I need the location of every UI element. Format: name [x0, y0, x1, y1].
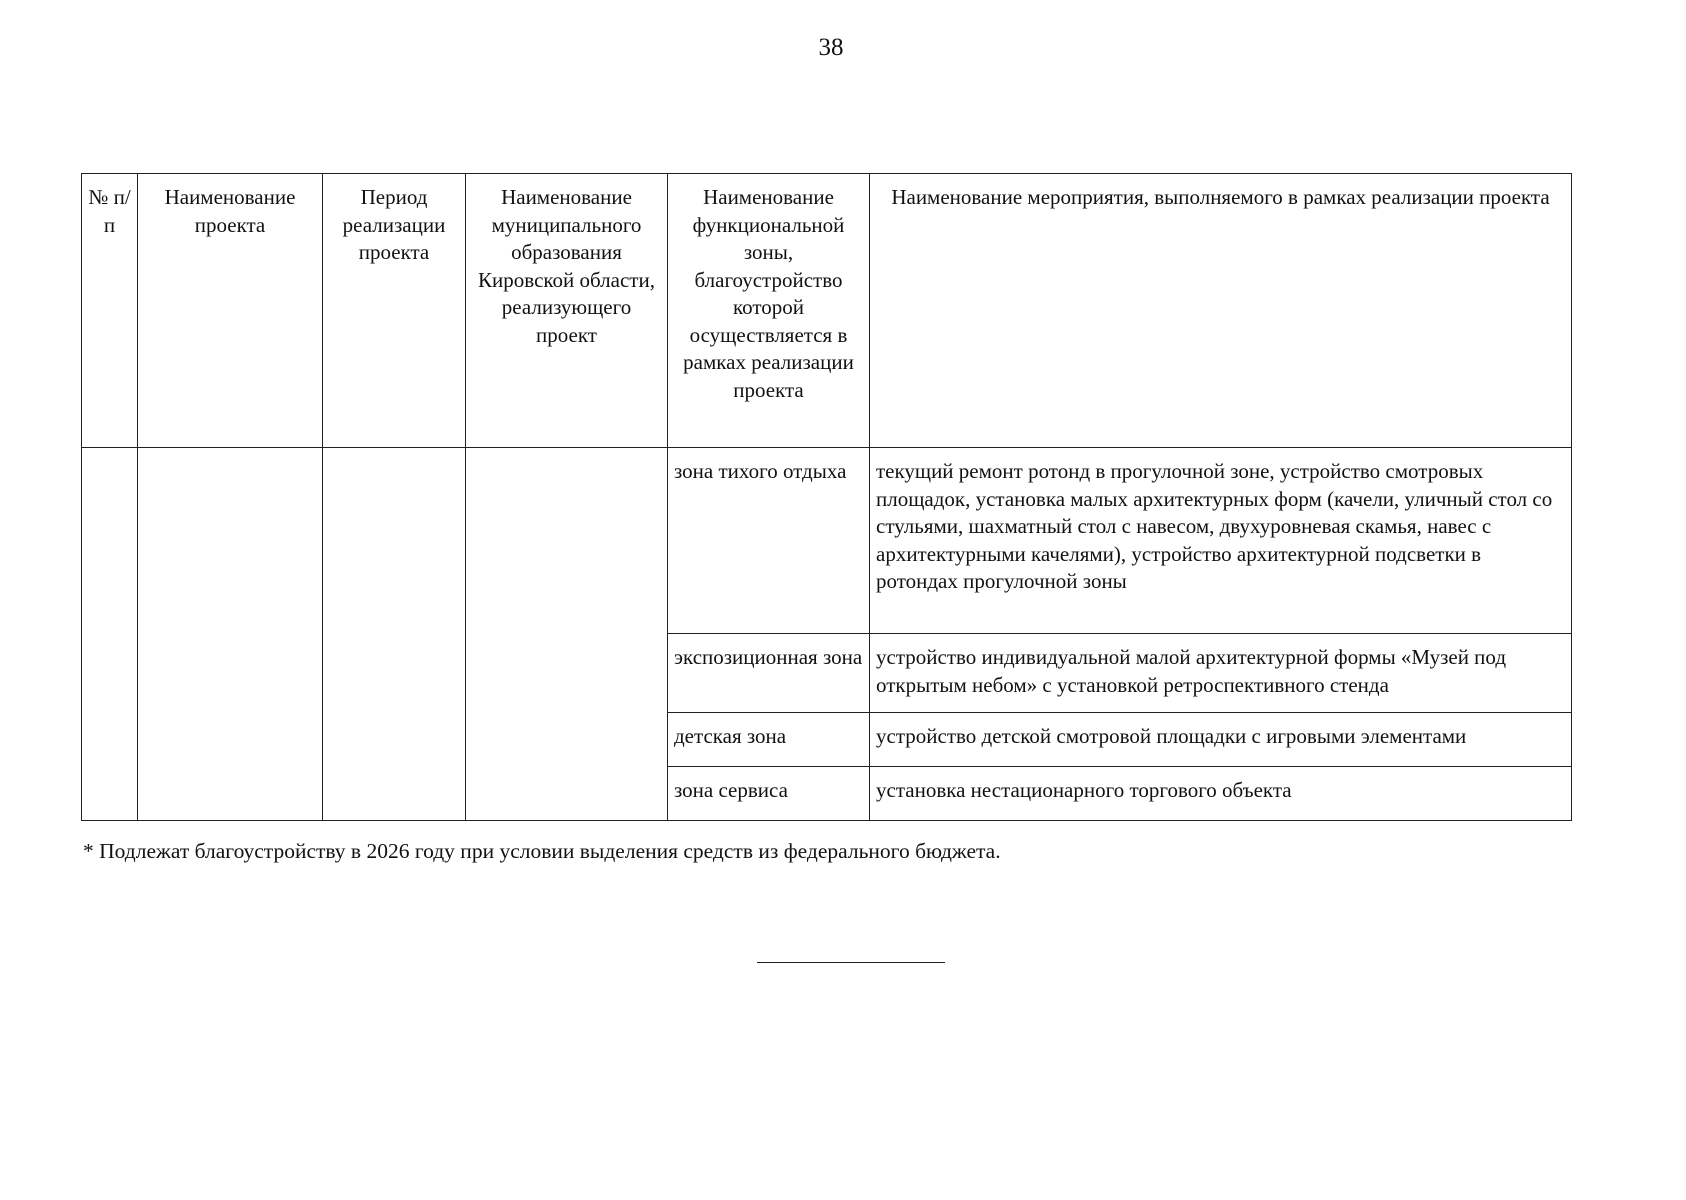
cell-activity: устройство детской смотровой площадки с игровыми элементами: [870, 713, 1572, 767]
end-divider-line: [757, 962, 945, 963]
projects-table: [81, 173, 1572, 821]
cell-zone: экспозиционная зона: [668, 634, 870, 713]
page-number-text: 38: [818, 34, 844, 61]
table-header-row: [82, 174, 1572, 448]
cell-municipality-empty: [466, 448, 668, 821]
cell-number-empty: [82, 448, 138, 821]
cell-activity: установка нестационарного торгового объекта: [870, 767, 1572, 821]
header-project-name: Наименование проекта: [138, 174, 323, 448]
header-period: Период реализации проекта: [323, 174, 466, 448]
cell-activity: устройство индивидуальной малой архитектурной формы «Музей под открытым небом» с установкой ретроспективного стенда: [870, 634, 1572, 713]
footnote: * Подлежат благоустройству в 2026 году при условии выделения средств из федерального бюджета.: [83, 839, 1001, 863]
cell-project-empty: [138, 448, 323, 821]
cell-zone: детская зона: [668, 713, 870, 767]
cell-zone: зона тихого отдыха: [668, 448, 870, 634]
header-municipality: Наименование муниципального образования Кировской области, реализующего проект: [466, 174, 668, 448]
cell-period-empty: [323, 448, 466, 821]
cell-activity: текущий ремонт ротонд в прогулочной зоне, устройство смотровых площадок, установка малых архитектурных форм (качели, уличный стол со стульями, шахматный стол с навесом, двухуровневая скамья, навес с архитектурными качелями), устройство архитектурной подсветки в ротондах прогулочной зоны: [870, 448, 1572, 634]
cell-zone: зона сервиса: [668, 767, 870, 821]
header-activity: Наименование мероприятия, выполняемого в рамках реализации проекта: [870, 174, 1572, 448]
header-zone: Наименование функциональной зоны, благоустройство которой осуществляется в рамках реализации проекта: [668, 174, 870, 448]
page-number: [0, 34, 1686, 62]
table-row: [82, 448, 1572, 634]
header-number: № п/п: [82, 174, 138, 448]
